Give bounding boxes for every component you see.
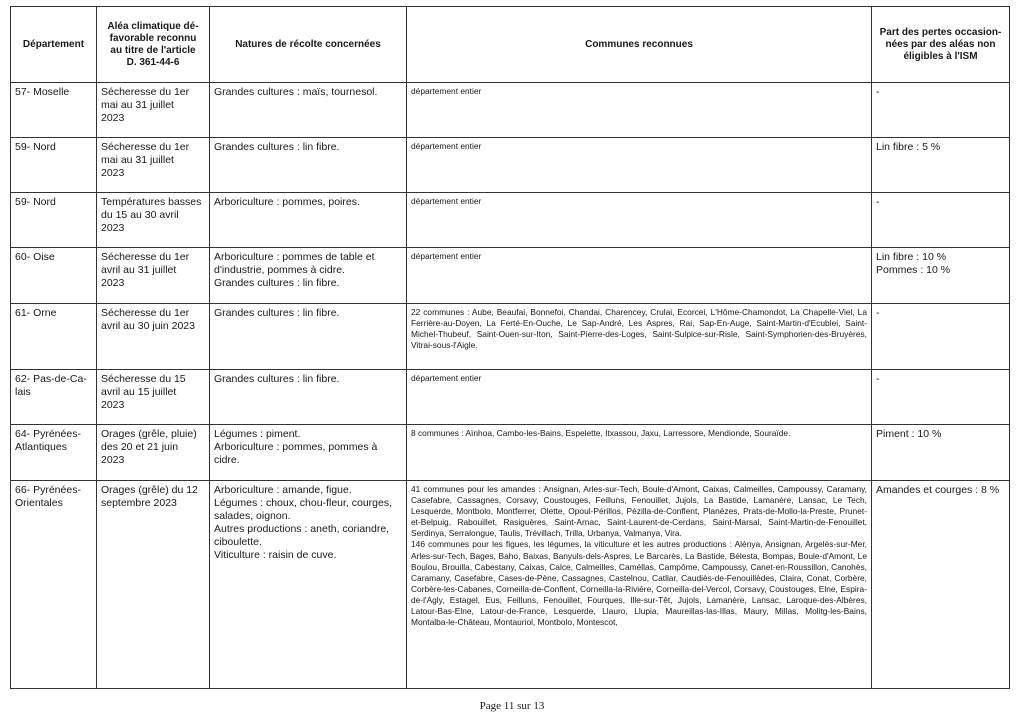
cell-part: Piment : 10 % bbox=[872, 425, 1010, 481]
table-row bbox=[11, 481, 1010, 689]
cell-alea: Sécheresse du 15 avril au 15 juillet 2023 bbox=[97, 370, 210, 425]
cell-natures: Grandes cultures : lin fibre. bbox=[210, 138, 407, 193]
cell-alea: Sécheresse du 1er mai au 31 juillet 2023 bbox=[97, 138, 210, 193]
communes-figues-legumes: 146 communes pour les figues, les légumes, la viticulture et les autres productions : Alénya, Ansignan, Argelès-sur-Mer, Arles-sur-Tech, Bages, Baho, Baixas, Banyuls-dels-Aspres, Le Barcarès, La Bastide, Bélesta, Bompas, Boule-d'Amont, Le Boulou, Brouilla, Cabestany, Caixas, Calce, Calmeilles, Caméllas, Campôme, Campoussy, Canet-en-Roussillon, Canohès, Caramany, Casefabre, Cases-de-Pène, Cassagnes, Castelnou, Catllar, Caudiès-de-Fenouillèdes, Claira, Conat, Corbère, Corbère-les-Cabanes, Corneilla-de-Conflent, Corneilla-la-Rivière, Corneilla-del-Vercol, Corsavy, Coustouges, Elne, Espira-de-l'Agly, Estagel, Eus, Feilluns, Fenouillet, Fourques, Ille-sur-Têt, Jujols, Lamanère, Lansac, Laroque-des-Albères, Latour-Bas-Elne, Latour-de-France, Lesquerde, Llauro, Llupia, Maureillas-las-Illas, Maury, Millas, Molitg-les-Bains, Montalba-le-Château, Montauriol, Montbolo, Montescot, bbox=[411, 539, 867, 628]
header-departement: Département bbox=[11, 7, 97, 83]
cell-part: - bbox=[872, 370, 1010, 425]
cell-alea: Températures basses du 15 au 30 avril 2023 bbox=[97, 193, 210, 248]
cell-departement: 57- Moselle bbox=[11, 83, 97, 138]
cell-communes: 22 communes : Aube, Beaufai, Bonnefoi, Chandai, Charencey, Crulai, Ecorcei, L'Hôme-Chamondot, La Chapelle-Viel, La Ferrière-au-Doyen, La Ferté-En-Ouche, Le Sap-André, Les Aspres, Rai, Sap-En-Auge, Saint-Martin-d'Ecublei, Saint-Michel-Thubeuf, Saint-Ouen-sur-Iton, Saint-Pierre-des-Loges, Saint-Sulpice-sur-Risle, Saint-Symphorien-des-Bruyères, Vitrai-sous-l'Aigle. bbox=[407, 304, 872, 370]
cell-natures: Arboriculture : pommes de table et d'industrie, pommes à cidre. Grandes cultures : lin fibre. bbox=[210, 248, 407, 304]
cell-part: Lin fibre : 5 % bbox=[872, 138, 1010, 193]
cell-alea: Sécheresse du 1er avril au 31 juillet 2023 bbox=[97, 248, 210, 304]
cell-natures: Arboriculture : amande, figue. Légumes : choux, chou-fleur, courges, salades, oignon. Autres productions : aneth, coriandre, ciboulette. Viticulture : raisin de cuve. bbox=[210, 481, 407, 689]
cell-part: - bbox=[872, 193, 1010, 248]
cell-departement: 62- Pas-de-Ca- lais bbox=[11, 370, 97, 425]
cell-communes: département entier bbox=[407, 83, 872, 138]
cell-natures: Arboriculture : pommes, poires. bbox=[210, 193, 407, 248]
cell-departement: 59- Nord bbox=[11, 193, 97, 248]
cell-alea: Sécheresse du 1er mai au 31 juillet 2023 bbox=[97, 83, 210, 138]
cell-alea: Sécheresse du 1er avril au 30 juin 2023 bbox=[97, 304, 210, 370]
header-alea: Aléa climatique dé- favorable reconnu au titre de l'article D. 361-44-6 bbox=[97, 7, 210, 83]
header-communes: Communes reconnues bbox=[407, 7, 872, 83]
cell-communes bbox=[407, 481, 872, 689]
cell-natures: Grandes cultures : maïs, tournesol. bbox=[210, 83, 407, 138]
table-row bbox=[11, 138, 1010, 193]
cell-communes: département entier bbox=[407, 248, 872, 304]
cell-natures: Légumes : piment. Arboriculture : pommes, pommes à cidre. bbox=[210, 425, 407, 481]
table-row bbox=[11, 304, 1010, 370]
table-row bbox=[11, 425, 1010, 481]
cell-departement: 60- Oise bbox=[11, 248, 97, 304]
cell-part: Amandes et courges : 8 % bbox=[872, 481, 1010, 689]
table-row bbox=[11, 248, 1010, 304]
cell-departement: 61- Orne bbox=[11, 304, 97, 370]
cell-departement: 66- Pyrénées- Orientales bbox=[11, 481, 97, 689]
cell-communes: département entier bbox=[407, 138, 872, 193]
cell-departement: 64- Pyrénées- Atlantiques bbox=[11, 425, 97, 481]
table-row bbox=[11, 83, 1010, 138]
cell-natures: Grandes cultures : lin fibre. bbox=[210, 304, 407, 370]
header-row bbox=[11, 7, 1010, 83]
cell-communes: département entier bbox=[407, 193, 872, 248]
cell-part: Lin fibre : 10 % Pommes : 10 % bbox=[872, 248, 1010, 304]
cell-communes: département entier bbox=[407, 370, 872, 425]
cell-alea: Orages (grêle, pluie) des 20 et 21 juin 2023 bbox=[97, 425, 210, 481]
cell-alea: Orages (grêle) du 12 septembre 2023 bbox=[97, 481, 210, 689]
cell-part: - bbox=[872, 304, 1010, 370]
table-row bbox=[11, 370, 1010, 425]
table-row bbox=[11, 193, 1010, 248]
cell-natures: Grandes cultures : lin fibre. bbox=[210, 370, 407, 425]
header-part: Part des pertes occasion- nées par des aléas non éligibles à l'ISM bbox=[872, 7, 1010, 83]
communes-amandes: 41 communes pour les amandes : Ansignan, Arles-sur-Tech, Boule-d'Amont, Caixas, Calmeilles, Campoussy, Caramany, Casefabre, Cassagnes, Corsavy, Coustouges, Feilluns, Fenouillet, Jujols, La Bastide, Lamanère, Lansac, Le Tech, Lesquerde, Montbolo, Montferrer, Olette, Opoul-Périllos, Pézilla-de-Conflent, Planèzes, Prats-de-Mollo-la-Preste, Prunet-et-Belpuig, Rabouillet, Rasiguères, Saint-Arnac, Saint-Laurent-de-Cerdans, Saint-Marsal, Saint-Martin-de-Fenouillet, Serdinya, Serralongue, Taulis, Trévillach, Trilla, Urbanya, Valmanya, Vira. bbox=[411, 484, 867, 539]
header-natures: Natures de récolte concernées bbox=[210, 7, 407, 83]
cell-communes: 8 communes : Aïnhoa, Cambo-les-Bains, Espelette, Itxassou, Jaxu, Larressore, Mendionde, Souraïde. bbox=[407, 425, 872, 481]
cell-departement: 59- Nord bbox=[11, 138, 97, 193]
cell-part: - bbox=[872, 83, 1010, 138]
recognition-table bbox=[10, 6, 1010, 689]
page-number: Page 11 sur 13 bbox=[479, 700, 545, 712]
